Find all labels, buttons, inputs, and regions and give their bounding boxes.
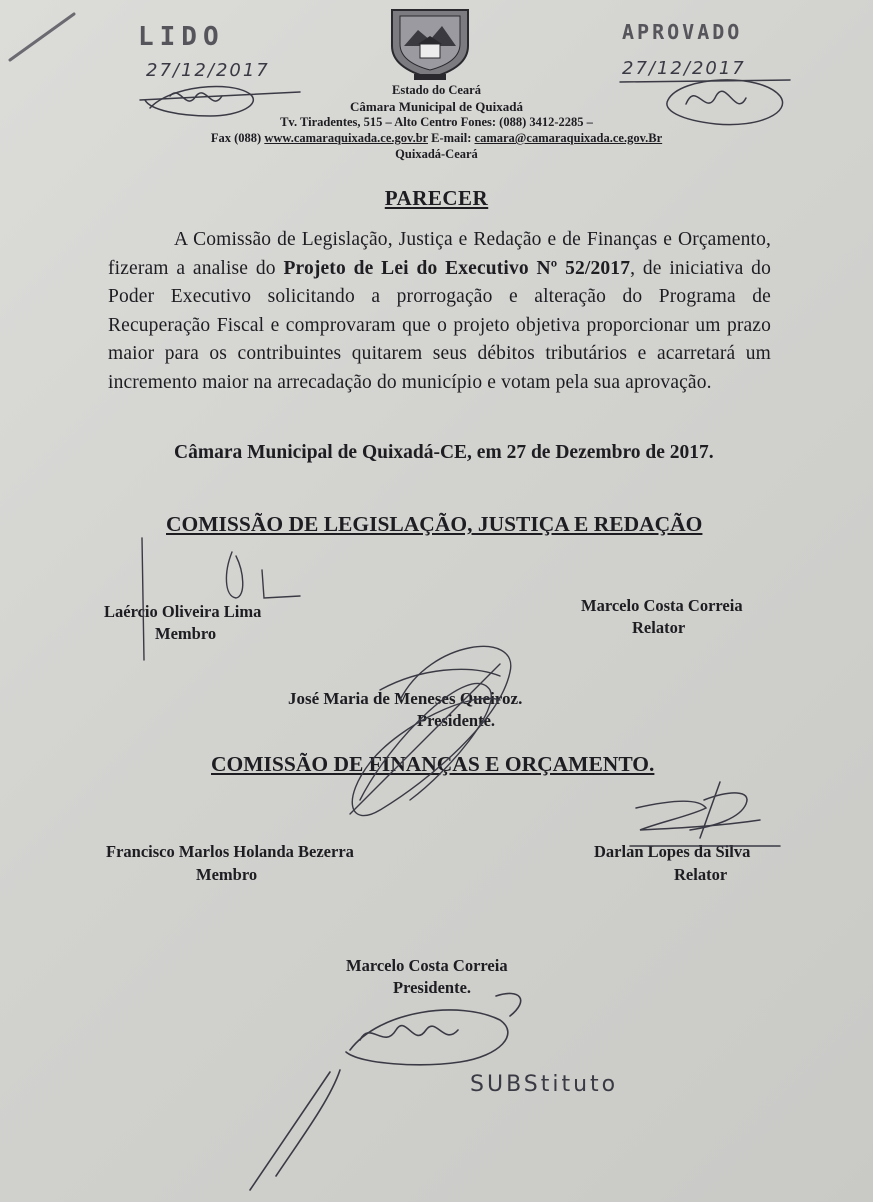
stamp-lido: LIDO [138,22,225,52]
document-title: PARECER [384,186,489,210]
handwritten-substitute-note: SUBStituto [470,1072,619,1097]
committee2-member-role: Membro [196,865,258,884]
committee2-president-role: Presidente. [393,978,472,997]
committee1-title: COMISSÃO DE LEGISLAÇÃO, JUSTIÇA E REDAÇÃO [166,512,703,536]
header-chamber: Câmara Municipal de Quixadá [350,99,523,114]
header-fax-label: Fax (088) [210,131,262,145]
stamp-lido-date: 27/12/2017 [146,60,270,81]
body-paragraph [108,226,771,398]
committee1-president-role: Presidente. [417,711,496,730]
rapporteur2-signature [630,782,780,846]
place-date [108,438,771,468]
header-email-link[interactable]: camara@camaraquixada.ce.gov.Br [474,131,663,145]
place-date-text: Câmara Municipal de Quixadá-CE, em 27 de Dezembro de 2017. [174,442,714,463]
header-email-label: E-mail: [431,131,472,145]
coat-of-arms-icon [384,6,476,82]
body-text-part2: , de iniciativa do Poder Executivo solicitando a prorrogação e alteração do Programa de Recuperação Fiscal e comprovaram que o projeto objetiva proporcionar um prazo maior para os contribuintes quitarem seus débitos tributários e acarretará um incremento maior na arrecadação do município e votam pela sua aprovação. [108,257,771,393]
body-bill-reference: Projeto de Lei do Executivo Nº 52/2017 [283,257,631,279]
body-text-part1: A Comissão de Legislação, Justiça e Redação e de Finanças e Orçamento, fizeram a analise do [108,229,771,279]
committee2-member-name: Francisco Marlos Holanda Bezerra [106,842,354,861]
committee2-rapporteur-role: Relator [674,865,728,884]
committee1-member-role: Membro [155,624,217,643]
stamp-aprovado-date: 27/12/2017 [622,58,746,79]
stamp-aprovado: APROVADO [622,20,743,44]
header-address: Tv. Tiradentes, 515 – Alto Centro Fones: (088) 3412-2285 – [280,115,593,129]
header-state: Estado do Ceará [392,83,481,97]
committee1-rapporteur-name: Marcelo Costa Correia [581,596,743,615]
header-city: Quixadá-Ceará [395,147,478,161]
header-contact-line [0,131,873,146]
header-website-link[interactable]: www.camaraquixada.ce.gov.br [264,131,428,145]
committee2-president-name: Marcelo Costa Correia [346,956,508,975]
committee1-president-name: José Maria de Meneses Queiroz. [288,689,523,708]
committee2-title: COMISSÃO DE FINANÇAS E ORÇAMENTO. [211,752,655,776]
pen-stroke-mark [10,14,74,60]
committee1-rapporteur-role: Relator [632,618,686,637]
committee1-member-name: Laércio Oliveira Lima [104,602,262,621]
committee2-rapporteur-name: Darlan Lopes da Silva [594,842,751,861]
